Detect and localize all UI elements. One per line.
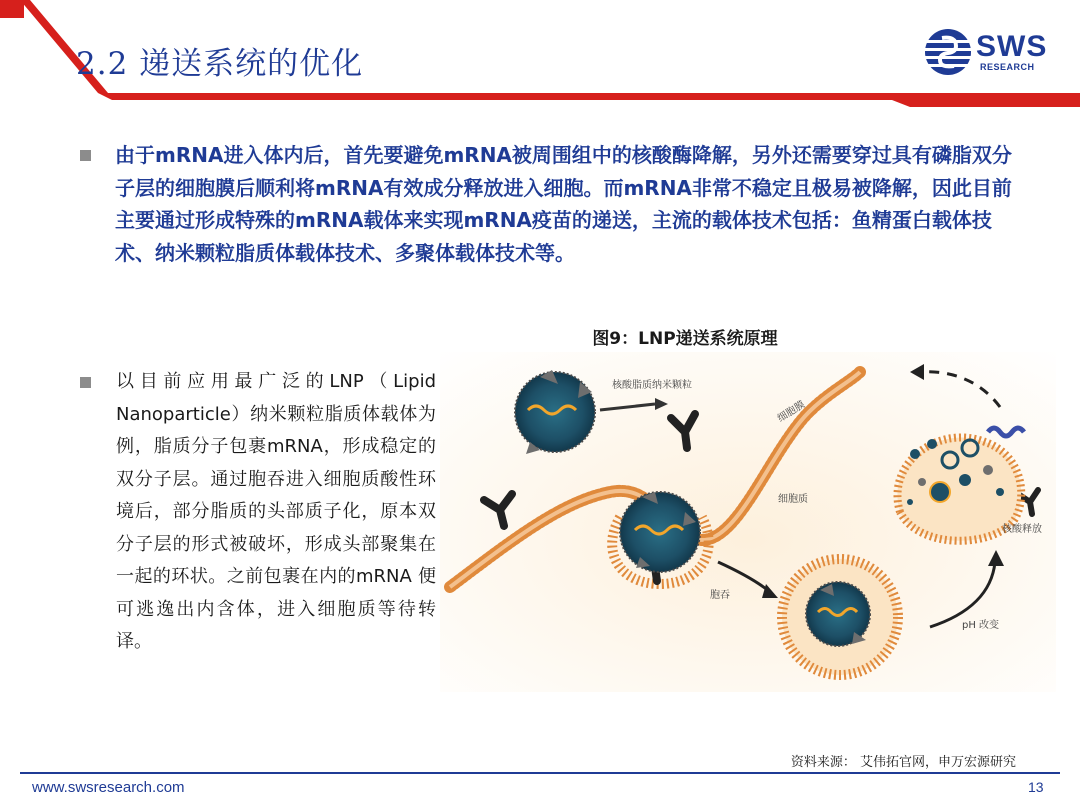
- logo-subtext: RESEARCH: [980, 62, 1035, 72]
- sws-logo-icon: [922, 26, 974, 78]
- logo-text: SWS: [976, 30, 1048, 63]
- label-ph-change: pH 改变: [962, 620, 1000, 631]
- bullet-square-icon: [80, 377, 91, 388]
- lnp-delivery-figure: [440, 352, 1056, 692]
- page-number: 13: [1028, 779, 1044, 795]
- header-red-bar: [98, 93, 1080, 107]
- figure-title: 图9：LNP递送系统原理: [592, 329, 778, 349]
- side-paragraph: 以目前应用最广泛的LNP（Lipid Nanoparticle）纳米颗粒脂质体载体为例，脂质分子包裹mRNA，形成稳定的双分子层。通过胞吞进入细胞质酸性环境后，部分脂质的头部质子化，原本双分子层的形式被破坏，形成头部聚集在一起的环状。之前包裹在内的mRNA 便可逃逸出内含体，进入细胞质等待转译。: [116, 371, 436, 652]
- lnp-diagram: [440, 352, 1056, 692]
- header-red-corner: [0, 0, 24, 18]
- source-note: 资料来源： 艾伟拓官网，申万宏源研究: [790, 755, 1016, 770]
- sws-logo: [922, 26, 1062, 78]
- lnp-particle: [806, 582, 870, 646]
- page-title: 2.2 递送系统的优化: [76, 46, 364, 82]
- label-endocytosis: 胞吞: [710, 590, 730, 601]
- label-membrane: 细胞膜: [775, 399, 808, 425]
- main-paragraph: 由于mRNA进入体内后，首先要避免mRNA被周围组中的核酸酶降解，另外还需要穿过具有磷脂双分子层的细胞膜后顺利将mRNA有效成分释放进入细胞。而mRNA非常不稳定且极易被降解，因此目前主要通过形成特殊的mRNA载体来实现mRNA疫苗的递送，主流的载体技术包括：鱼精蛋白载体技术、纳米颗粒脂质体载体技术、多聚体载体技术等。: [115, 143, 1012, 265]
- label-lnp: 核酸脂质纳米颗粒: [612, 380, 692, 391]
- label-release: 核酸释放: [1002, 524, 1042, 535]
- footer-divider: [20, 772, 1060, 774]
- lnp-particle: [620, 492, 700, 572]
- bullet-square-icon: [80, 150, 91, 161]
- footer-url[interactable]: www.swsresearch.com: [32, 779, 185, 796]
- label-cytoplasm: 细胞质: [778, 494, 808, 505]
- slide-header: [0, 0, 1080, 100]
